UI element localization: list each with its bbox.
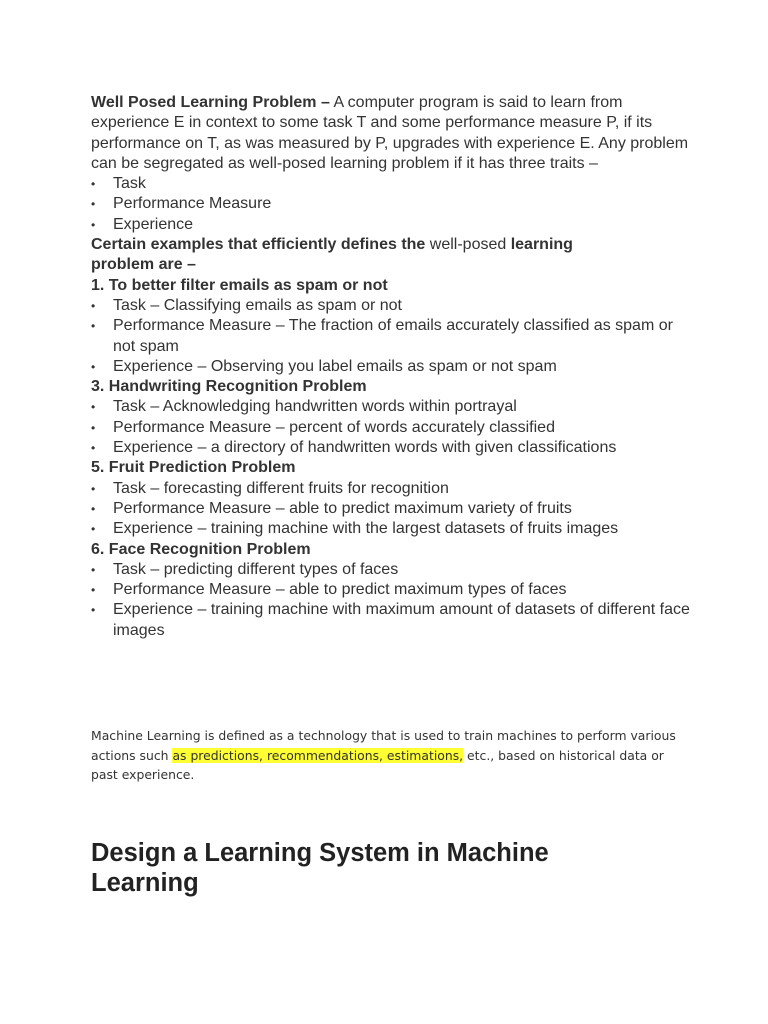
bullet-icon: • <box>91 562 96 577</box>
list-item: • Experience <box>91 215 691 235</box>
list-item: • Performance Measure – percent of words accurately classified <box>91 418 691 438</box>
list-item: • Performance Measure – able to predict maximum variety of fruits <box>91 499 691 519</box>
document-body <box>91 93 691 641</box>
section-heading: Design a Learning System in Machine Learning <box>91 839 549 897</box>
list-item: • Task <box>91 174 691 194</box>
intro-lead: Well Posed Learning Problem – <box>91 94 330 111</box>
ml-definition-paragraph: Machine Learning is defined as a technology that is used to train machines to perform various actions such as predictions, recommendations, estimations, etc., based on historical data or past experience. <box>91 728 676 782</box>
section-list <box>91 296 691 377</box>
bullet-icon: • <box>91 522 96 537</box>
list-item: • Performance Measure <box>91 194 691 214</box>
list-item: • Experience – a directory of handwritten words with given classifications <box>91 438 691 458</box>
section-title: 6. Face Recognition Problem <box>91 540 311 558</box>
bullet-icon: • <box>91 420 96 435</box>
bullet-icon: • <box>91 177 96 192</box>
bullet-icon: • <box>91 298 96 313</box>
list-item: • Experience – Observing you label emails as spam or not spam <box>91 357 691 377</box>
bullet-icon: • <box>91 501 96 516</box>
intro-paragraph <box>91 93 691 174</box>
section-list <box>91 397 691 458</box>
list-item: • Task – forecasting different fruits for recognition <box>91 479 691 499</box>
section-list <box>91 479 691 540</box>
traits-list <box>91 174 691 235</box>
examples-heading: Certain examples that efficiently defines the well-posed learning problem are – <box>91 236 573 274</box>
list-item: • Task – Classifying emails as spam or not <box>91 296 691 316</box>
bullet-icon: • <box>91 481 96 496</box>
bullet-icon: • <box>91 603 96 618</box>
bullet-icon: • <box>91 583 96 598</box>
intro-text: A computer program is said to learn from experience E in context to some task T and some performance measure P, if its performance on T, as was measured by P, upgrades with experience E. Any problem can be segregated as well-posed learning problem if it has three traits – <box>91 94 689 172</box>
section-title: 3. Handwriting Recognition Problem <box>91 378 367 396</box>
section-title: 5. Fruit Prediction Problem <box>91 459 296 477</box>
list-item: • Experience – training machine with the largest datasets of fruits images <box>91 519 691 539</box>
section-title: 1. To better filter emails as spam or not <box>91 276 388 294</box>
list-item: • Performance Measure – able to predict maximum types of faces <box>91 580 691 600</box>
list-item: • Task – predicting different types of faces <box>91 560 691 580</box>
section-list <box>91 560 691 641</box>
list-item: • Task – Acknowledging handwritten words within portrayal <box>91 397 691 417</box>
bullet-icon: • <box>91 441 96 456</box>
bullet-icon: • <box>91 217 96 232</box>
bullet-icon: • <box>91 197 96 212</box>
list-item: • Experience – training machine with maximum amount of datasets of different face images <box>91 601 690 639</box>
bullet-icon: • <box>91 400 96 415</box>
bullet-icon: • <box>91 319 96 334</box>
bullet-icon: • <box>91 359 96 374</box>
highlighted-text: as predictions, recommendations, estimations, <box>172 747 464 763</box>
list-item: • Performance Measure – The fraction of emails accurately classified as spam or not spam <box>91 317 673 355</box>
